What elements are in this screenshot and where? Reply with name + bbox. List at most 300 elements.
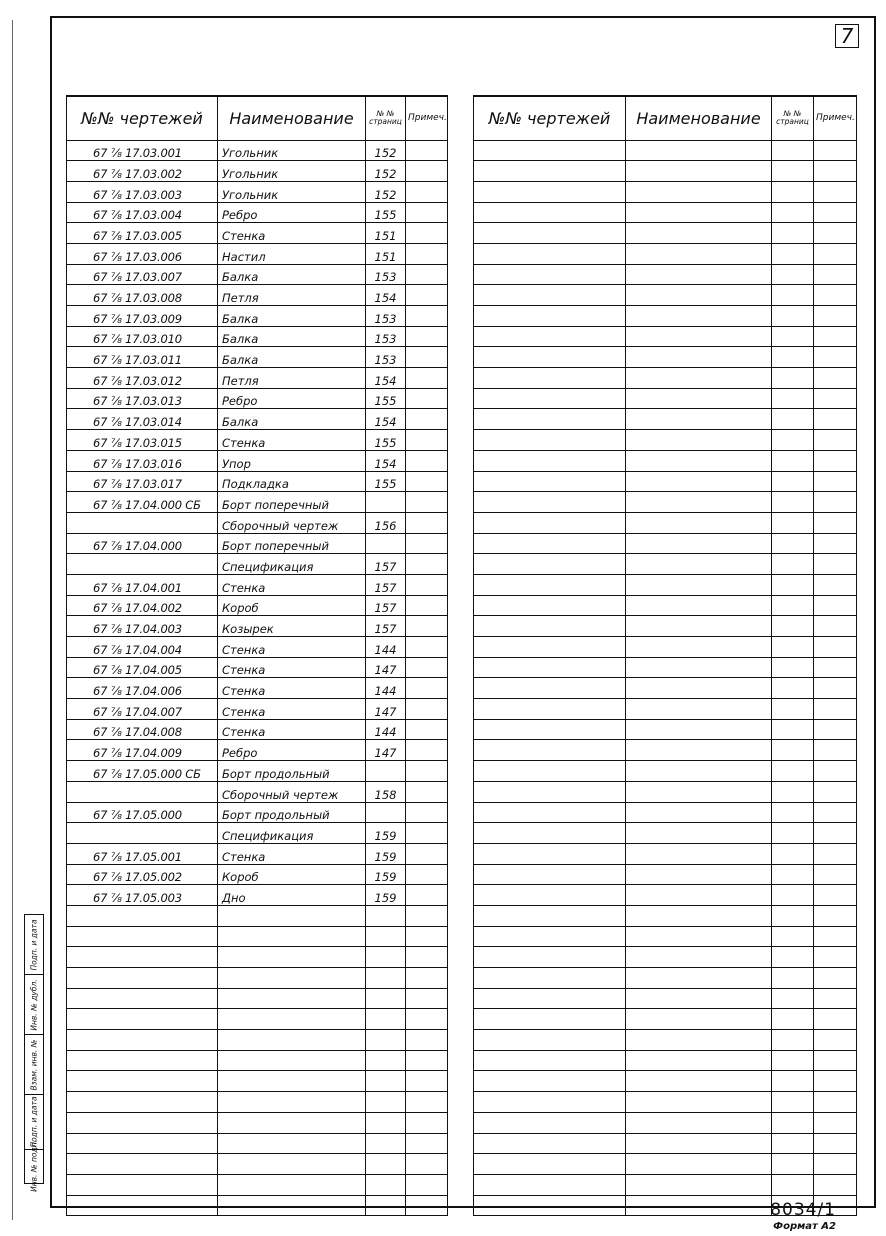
note-cell xyxy=(814,1112,857,1133)
page-number-cell xyxy=(772,1133,814,1154)
name-cell: Спецификация xyxy=(218,823,366,844)
name-cell: Угольник xyxy=(218,161,366,182)
drawing-number-cell xyxy=(67,1133,218,1154)
note-cell xyxy=(814,306,857,327)
page-number-cell xyxy=(366,988,406,1009)
drawing-number-cell xyxy=(474,968,626,989)
note-cell xyxy=(406,905,448,926)
drawing-number-cell xyxy=(474,554,626,575)
name-cell xyxy=(626,492,772,513)
page-number-cell xyxy=(366,968,406,989)
drawing-number-cell: 67 ⅞ 17.03.004 xyxy=(67,202,218,223)
table-row xyxy=(67,181,448,202)
name-cell xyxy=(626,140,772,161)
table-row xyxy=(474,781,857,802)
page-number-cell: 156 xyxy=(366,512,406,533)
name-cell xyxy=(626,512,772,533)
table-row xyxy=(474,761,857,782)
page-number-cell xyxy=(772,657,814,678)
name-cell xyxy=(626,988,772,1009)
note-cell xyxy=(406,678,448,699)
drawing-number-cell xyxy=(474,140,626,161)
page-number-cell xyxy=(366,1195,406,1216)
note-cell xyxy=(814,947,857,968)
drawing-number-cell xyxy=(474,306,626,327)
name-cell xyxy=(626,1174,772,1195)
page-number-cell xyxy=(772,492,814,513)
drawing-number-cell: 67 ⅞ 17.04.001 xyxy=(67,574,218,595)
drawing-number-cell xyxy=(474,202,626,223)
name-cell xyxy=(626,968,772,989)
name-cell xyxy=(626,1009,772,1030)
table-body-right xyxy=(474,140,857,1216)
name-cell xyxy=(218,947,366,968)
table-row xyxy=(474,1174,857,1195)
drawing-number-cell xyxy=(474,1195,626,1216)
name-cell: Стенка xyxy=(218,223,366,244)
name-cell xyxy=(626,264,772,285)
note-cell xyxy=(814,761,857,782)
note-cell xyxy=(406,637,448,658)
page-number-cell: 157 xyxy=(366,595,406,616)
name-cell xyxy=(626,161,772,182)
table-row xyxy=(474,1009,857,1030)
page-number-cell xyxy=(772,988,814,1009)
drawing-number-cell xyxy=(474,450,626,471)
page-number-cell xyxy=(366,1092,406,1113)
drawing-number-cell xyxy=(67,1050,218,1071)
page-number-cell: 159 xyxy=(366,885,406,906)
table-row xyxy=(474,388,857,409)
page-number: 7 xyxy=(835,24,859,48)
drawing-number-cell xyxy=(67,1154,218,1175)
note-cell xyxy=(814,430,857,451)
table-row xyxy=(67,761,448,782)
name-cell: Стенка xyxy=(218,657,366,678)
note-cell xyxy=(406,202,448,223)
drawing-number-cell: 67 ⅞ 17.04.000 xyxy=(67,533,218,554)
note-cell xyxy=(406,326,448,347)
page-number-cell: 154 xyxy=(366,450,406,471)
table-row xyxy=(67,140,448,161)
drawing-number-cell: 67 ⅞ 17.03.011 xyxy=(67,347,218,368)
drawing-number-cell xyxy=(474,885,626,906)
table-row xyxy=(474,616,857,637)
note-cell xyxy=(406,347,448,368)
table-row xyxy=(67,1030,448,1051)
note-cell xyxy=(814,492,857,513)
name-cell xyxy=(626,388,772,409)
drawing-number-cell: 67 ⅞ 17.03.010 xyxy=(67,326,218,347)
drawing-number-cell: 67 ⅞ 17.03.002 xyxy=(67,161,218,182)
name-cell: Спецификация xyxy=(218,554,366,575)
page-number-cell: 159 xyxy=(366,843,406,864)
table-row xyxy=(474,1050,857,1071)
note-cell xyxy=(814,740,857,761)
table-row xyxy=(474,802,857,823)
note-cell xyxy=(406,1174,448,1195)
page-number-cell xyxy=(366,492,406,513)
page-number-cell xyxy=(772,533,814,554)
note-cell xyxy=(406,430,448,451)
table-row xyxy=(67,202,448,223)
page-number-cell xyxy=(772,843,814,864)
note-cell xyxy=(814,968,857,989)
page-number-cell: 155 xyxy=(366,388,406,409)
page-number-cell xyxy=(772,864,814,885)
header-note: Примеч. xyxy=(406,96,448,140)
name-cell xyxy=(218,1154,366,1175)
note-cell xyxy=(814,699,857,720)
name-cell xyxy=(218,968,366,989)
note-cell xyxy=(814,905,857,926)
note-cell xyxy=(406,988,448,1009)
page-number-cell xyxy=(772,1154,814,1175)
name-cell: Ребро xyxy=(218,740,366,761)
page-number-cell xyxy=(772,947,814,968)
drawing-number-cell: 67 ⅞ 17.04.002 xyxy=(67,595,218,616)
table-row xyxy=(67,864,448,885)
drawing-number-cell: 67 ⅞ 17.03.007 xyxy=(67,264,218,285)
drawing-number-cell: 67 ⅞ 17.03.006 xyxy=(67,243,218,264)
note-cell xyxy=(406,802,448,823)
table-row xyxy=(67,740,448,761)
table-row xyxy=(474,223,857,244)
note-cell xyxy=(406,1112,448,1133)
table-row xyxy=(474,492,857,513)
note-cell xyxy=(814,864,857,885)
page-number-cell: 158 xyxy=(366,781,406,802)
table-row xyxy=(67,1092,448,1113)
name-cell xyxy=(626,885,772,906)
note-cell xyxy=(814,1154,857,1175)
page-number-cell xyxy=(772,181,814,202)
name-cell xyxy=(626,947,772,968)
table-row xyxy=(474,574,857,595)
name-cell: Борт продольный xyxy=(218,802,366,823)
note-cell xyxy=(814,285,857,306)
note-cell xyxy=(814,885,857,906)
table-row xyxy=(67,1071,448,1092)
page-number-cell xyxy=(772,471,814,492)
drawing-number-cell: 67 ⅞ 17.03.005 xyxy=(67,223,218,244)
name-cell xyxy=(218,1092,366,1113)
table-row xyxy=(474,719,857,740)
drawing-number-cell xyxy=(474,430,626,451)
page-number-cell: 144 xyxy=(366,719,406,740)
name-cell xyxy=(218,1009,366,1030)
drawing-number-cell xyxy=(67,1195,218,1216)
drawing-number-cell: 67 ⅞ 17.04.006 xyxy=(67,678,218,699)
header-name: Наименование xyxy=(626,96,772,140)
drawing-number-cell xyxy=(67,781,218,802)
name-cell: Балка xyxy=(218,326,366,347)
note-cell xyxy=(814,326,857,347)
table-row xyxy=(474,306,857,327)
table-row xyxy=(67,947,448,968)
note-cell xyxy=(406,512,448,533)
table-row xyxy=(474,1154,857,1175)
page-number-cell: 155 xyxy=(366,202,406,223)
drawing-number-cell: 67 ⅞ 17.03.012 xyxy=(67,368,218,389)
page-number-cell xyxy=(772,802,814,823)
drawing-number-cell xyxy=(474,905,626,926)
note-cell xyxy=(406,1050,448,1071)
table-body-left xyxy=(67,140,448,1216)
table-row xyxy=(67,450,448,471)
drawing-number-cell: 67 ⅞ 17.03.009 xyxy=(67,306,218,327)
page-number-cell xyxy=(772,719,814,740)
note-cell xyxy=(814,450,857,471)
header-drawing-no: №№ чертежей xyxy=(67,96,218,140)
name-cell: Короб xyxy=(218,595,366,616)
note-cell xyxy=(814,223,857,244)
drawing-number-cell xyxy=(474,181,626,202)
drawing-number-cell xyxy=(67,1174,218,1195)
table-row xyxy=(67,409,448,430)
name-cell: Стенка xyxy=(218,574,366,595)
name-cell: Балка xyxy=(218,409,366,430)
header-page-no: № № страниц xyxy=(366,96,406,140)
page-number-cell xyxy=(366,1071,406,1092)
page-number-cell: 153 xyxy=(366,347,406,368)
note-cell xyxy=(814,1009,857,1030)
table-row xyxy=(67,699,448,720)
page-number-cell xyxy=(366,802,406,823)
table-row xyxy=(67,1009,448,1030)
drawing-number-cell xyxy=(474,1154,626,1175)
note-cell xyxy=(814,512,857,533)
stamp-cell: Взам. инв. № xyxy=(25,1035,43,1095)
note-cell xyxy=(814,574,857,595)
drawing-number-cell: 67 ⅞ 17.03.003 xyxy=(67,181,218,202)
table-row xyxy=(67,1112,448,1133)
table-header-row xyxy=(67,96,448,140)
page-number-cell xyxy=(366,1009,406,1030)
note-cell xyxy=(814,1030,857,1051)
drawing-number-cell xyxy=(474,843,626,864)
drawing-number-cell xyxy=(474,161,626,182)
note-cell xyxy=(814,533,857,554)
drawing-number-cell: 67 ⅞ 17.03.014 xyxy=(67,409,218,430)
note-cell xyxy=(406,926,448,947)
table-row xyxy=(67,512,448,533)
page-number-cell: 147 xyxy=(366,740,406,761)
drawing-number-cell: 67 ⅞ 17.04.009 xyxy=(67,740,218,761)
table-row xyxy=(474,512,857,533)
table-row xyxy=(474,554,857,575)
drawing-number-cell xyxy=(474,657,626,678)
note-cell xyxy=(814,264,857,285)
name-cell: Петля xyxy=(218,285,366,306)
name-cell xyxy=(626,202,772,223)
page-number-cell xyxy=(366,1154,406,1175)
table-row xyxy=(474,1071,857,1092)
table-row xyxy=(474,347,857,368)
table-row xyxy=(67,678,448,699)
page-number-cell xyxy=(366,905,406,926)
drawing-number-cell xyxy=(474,574,626,595)
name-cell xyxy=(626,1071,772,1092)
note-cell xyxy=(406,1195,448,1216)
name-cell xyxy=(626,306,772,327)
drawing-number-cell xyxy=(474,823,626,844)
note-cell xyxy=(814,1174,857,1195)
name-cell: Сборочный чертеж xyxy=(218,512,366,533)
drawing-number-cell xyxy=(67,823,218,844)
drawing-number-cell xyxy=(474,347,626,368)
table-row xyxy=(67,905,448,926)
name-cell: Петля xyxy=(218,368,366,389)
note-cell xyxy=(814,202,857,223)
note-cell xyxy=(406,1009,448,1030)
page-number-cell: 155 xyxy=(366,430,406,451)
page-number-cell xyxy=(772,409,814,430)
drawing-number-cell xyxy=(474,719,626,740)
name-cell xyxy=(218,1195,366,1216)
table-row xyxy=(474,864,857,885)
name-cell xyxy=(626,1030,772,1051)
name-cell: Балка xyxy=(218,347,366,368)
page-number-cell xyxy=(772,574,814,595)
drawing-number-cell xyxy=(67,1009,218,1030)
drawing-number-cell xyxy=(474,740,626,761)
page-number-cell: 159 xyxy=(366,823,406,844)
name-cell: Дно xyxy=(218,885,366,906)
name-cell xyxy=(626,616,772,637)
name-cell: Ребро xyxy=(218,388,366,409)
name-cell xyxy=(218,1071,366,1092)
table-row xyxy=(474,409,857,430)
note-cell xyxy=(814,1092,857,1113)
name-cell xyxy=(626,409,772,430)
drawing-number-cell xyxy=(474,409,626,430)
drawing-number-cell: 67 ⅞ 17.03.001 xyxy=(67,140,218,161)
drawing-number-cell: 67 ⅞ 17.03.013 xyxy=(67,388,218,409)
document-number: 8034/1 xyxy=(770,1200,836,1220)
page-number-cell: 154 xyxy=(366,409,406,430)
note-cell xyxy=(406,471,448,492)
table-row xyxy=(474,140,857,161)
stamp-cell: Инв. № подл. xyxy=(29,1140,39,1192)
name-cell xyxy=(626,678,772,699)
name-cell xyxy=(626,699,772,720)
name-cell xyxy=(626,843,772,864)
note-cell xyxy=(814,409,857,430)
table-row xyxy=(474,430,857,451)
drawing-number-cell xyxy=(474,678,626,699)
note-cell xyxy=(814,554,857,575)
drawing-number-cell xyxy=(67,1071,218,1092)
page-number-cell: 157 xyxy=(366,554,406,575)
name-cell xyxy=(626,574,772,595)
page-number-cell xyxy=(366,1174,406,1195)
drawing-number-cell xyxy=(67,512,218,533)
note-cell xyxy=(406,781,448,802)
table-row xyxy=(67,719,448,740)
approval-stamp xyxy=(24,914,44,1192)
table-row xyxy=(474,1030,857,1051)
name-cell xyxy=(626,1154,772,1175)
name-cell xyxy=(626,1112,772,1133)
table-row xyxy=(474,202,857,223)
note-cell xyxy=(814,347,857,368)
drawing-number-cell xyxy=(474,243,626,264)
page-number-cell xyxy=(772,699,814,720)
page-number-cell xyxy=(772,554,814,575)
note-cell xyxy=(406,140,448,161)
drawing-number-cell xyxy=(474,637,626,658)
page-number-cell xyxy=(772,637,814,658)
drawing-number-cell: 67 ⅞ 17.05.003 xyxy=(67,885,218,906)
note-cell xyxy=(814,781,857,802)
table-row xyxy=(474,450,857,471)
note-cell xyxy=(406,823,448,844)
page-number-cell xyxy=(772,595,814,616)
table-row xyxy=(474,678,857,699)
name-cell xyxy=(626,181,772,202)
name-cell: Стенка xyxy=(218,430,366,451)
table-row xyxy=(67,306,448,327)
page-number-cell xyxy=(772,347,814,368)
drawing-number-cell: 67 ⅞ 17.05.001 xyxy=(67,843,218,864)
page-number-cell xyxy=(772,616,814,637)
table-row xyxy=(474,181,857,202)
note-cell xyxy=(406,595,448,616)
page-number-cell xyxy=(772,285,814,306)
header-note: Примеч. xyxy=(814,96,857,140)
name-cell xyxy=(626,243,772,264)
page-number-cell xyxy=(772,430,814,451)
name-cell xyxy=(218,1050,366,1071)
table-row xyxy=(474,243,857,264)
note-cell xyxy=(406,264,448,285)
name-cell: Козырек xyxy=(218,616,366,637)
header-drawing-no: №№ чертежей xyxy=(474,96,626,140)
name-cell: Борт поперечный xyxy=(218,492,366,513)
table-row xyxy=(67,554,448,575)
name-cell xyxy=(626,781,772,802)
page-number-cell xyxy=(772,161,814,182)
page-number-cell xyxy=(366,1030,406,1051)
table-row xyxy=(67,988,448,1009)
table-row xyxy=(474,926,857,947)
table-row xyxy=(67,243,448,264)
note-cell xyxy=(406,843,448,864)
note-cell xyxy=(814,243,857,264)
note-cell xyxy=(406,885,448,906)
drawing-number-cell xyxy=(67,554,218,575)
drawing-number-cell xyxy=(474,388,626,409)
drawing-number-cell xyxy=(474,1030,626,1051)
table-row xyxy=(474,1092,857,1113)
page-number-cell xyxy=(772,885,814,906)
drawing-number-cell xyxy=(67,905,218,926)
name-cell: Угольник xyxy=(218,181,366,202)
drawing-number-cell xyxy=(474,492,626,513)
table-row xyxy=(67,430,448,451)
binding-line xyxy=(12,20,13,1220)
drawing-number-cell xyxy=(474,285,626,306)
table-row xyxy=(67,843,448,864)
note-cell xyxy=(814,1071,857,1092)
drawing-number-cell xyxy=(67,968,218,989)
note-cell xyxy=(814,161,857,182)
name-cell xyxy=(626,533,772,554)
name-cell: Стенка xyxy=(218,843,366,864)
drawing-number-cell: 67 ⅞ 17.05.000 СБ xyxy=(67,761,218,782)
note-cell xyxy=(406,740,448,761)
